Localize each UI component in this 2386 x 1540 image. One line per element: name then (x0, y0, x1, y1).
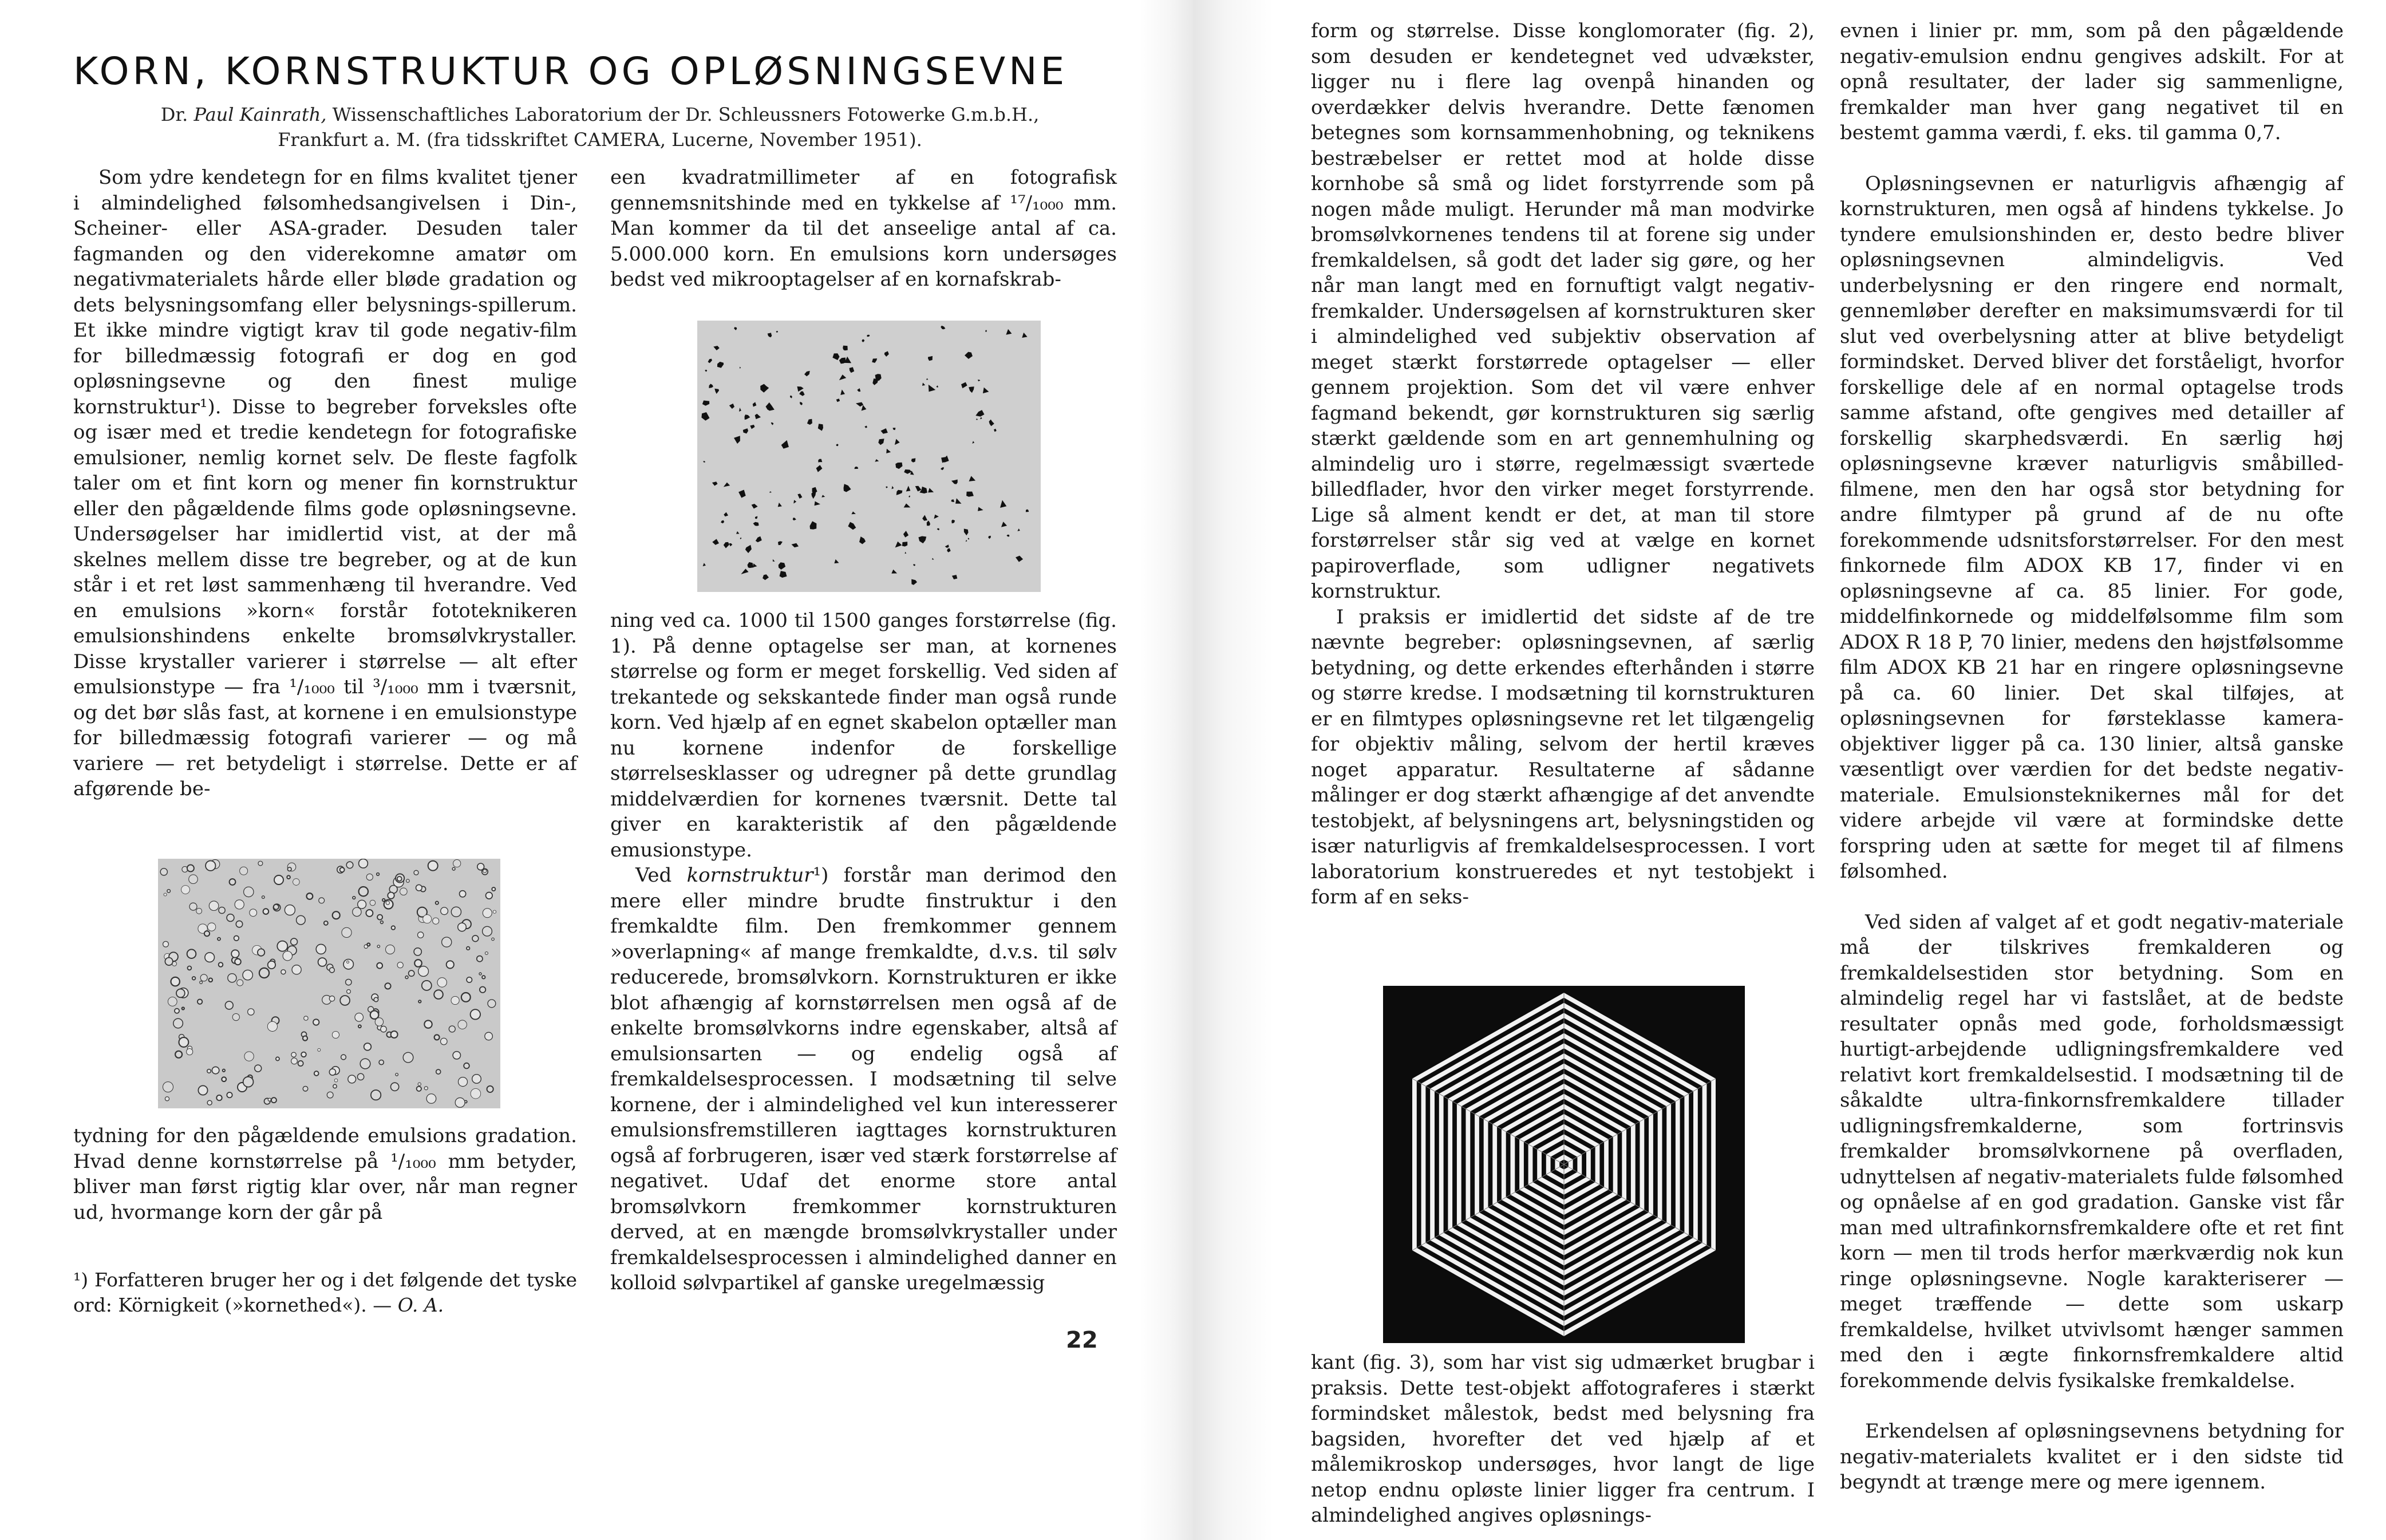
byline-source: Frankfurt a. M. (fra tidsskriftet CAMERA, Lucerne, November 1951). (278, 129, 922, 151)
page-number: 22 (1066, 1327, 1098, 1353)
paragraph: evnen i linier pr. mm, som på den pågældende negativ-emulsion endnu gengives adskilt. For at opnå resultater, der lader sig sammenligne, fremkalder man hver gang negativet til en bestemt gamma værdi, f. eks. til gamma 0,7. (1840, 19, 2344, 144)
column-3-top (1311, 18, 1815, 910)
paragraph: Ved siden af valget af et godt negativ-materiale må der tilskrives fremkalderen og fremkaldelsestiden stor betydning. Som en almindelig regel har vi fastslået, at de bedste resultater opnås med gode, forholdsmæssigt hurtigt-arbejdende udligningsfremkaldere ved relativt kort fremkaldelsestid. I modsætning til de såkaldte ultra-finkornsfremkaldere tillader udligningsfremkalderne, som fortrinsvis fremkalder bromsølvkornene på overfladen, udnyttelsen af negativ-materialets fulde følsomhed og opnåelse af en god gradation. Ganske vist får man med ultrafinkornsfremkaldere ofte et ret fint korn — men til trods herfor mærkværdig nok kun ringe opløsningsevne. Nogle karakteriserer — meget træffende — dette som uskarp fremkaldelse, hvilket utvivlsomt hænger sammen med den i ægte finkornsfremkaldere altid forekommende delvis fysikalske fremkaldelse. (1840, 910, 2344, 1392)
article-title: KORN, KORNSTRUKTUR OG OPLØSNINGSEVNE (73, 49, 1068, 93)
text-run: ¹) forstår man derimod den mere eller mindre brudte finstruktur i den fremkaldte film. Den fremkommer gennem »overlapning« af mange fremkaldte, d.v.s. til sølv reducerede, bromsølvkorn. Kornstrukturen er ikke blot afhængig af kornstørrelsen men også af de enkelte bromsølvkorns indre egenskaber, altså af emulsionsarten — og endelig også af fremkaldelsesprocessen. I modsætning til selve kornene, der i almindelighed vel kun interesserer emulsionsfremstilleren iagttages kornstrukturen også af forbrugeren, især ved stærk forstørrelse af negativet. Udaf det enorme store antal bromsølvkorn fremkommer kornstrukturen derved, at en mængde bromsølvkrystaller under fremkaldelsesprocessen i almindelighed danner en kolloid sølvpartikel af ganske uregelmæssig (610, 864, 1117, 1294)
text-run: Ved (635, 864, 672, 887)
hexagon-test-pattern (1383, 986, 1745, 1343)
paragraph: tydning for den pågældende emulsions gradation. Hvad denne kornstørrelse på ¹/₁₀₀₀ mm betyder, bliver man først rigtig klar over, når man regner ud, hvormange korn der går på (73, 1124, 577, 1224)
footnote-signature: O. A. (397, 1294, 444, 1316)
paragraph: I praksis er imidlertid det sidste af de tre nævnte begreber: opløsningsevnen, af særlig betydning, og dette erkendes efterhånden i større og større kredse. I modsætning til kornstrukturen er en filmtypes opløsningsevne ret let tilgængelig for objektiv måling, selvom der hertil kræves noget apparatur. Resultaterne af sådanne målinger er dog stærkt afhængige af det anvendte testobjekt, af belysningens art, belysningstiden og især naturligvis af fremkaldelsesprocessen. I vort laboratorium konstrueredes et nyt testobjekt i form af en seks- (1311, 605, 1815, 909)
paragraph: Som ydre kendetegn for en films kvalitet tjener i almindelighed følsomhedsangivelsen i Din-, Scheiner- eller ASA-grader. Desuden taler fagmanden og den viderekomne amatør om negativmaterialets hårde eller bløde gradation og dets belysningsomfang eller belysnings-spillerum. Et ikke mindre vigtigt krav til gode negativ-film for billedmæssig fotografi er dog en god opløsningsevne og den finest mulige kornstruktur¹). Disse to begreber forveksles ofte og især med et tredie kendetegn for fotografiske emulsioner, nemlig kornet selv. De fleste fagfolk taler om et fint korn og mener fin kornstruktur eller den pågældende films gode opløsningsevne. Undersøgelser har imidlertid vist, at der må skelnes mellem disse tre begreber, og at de kun står i et ret løst sammenhæng til hverandre. Ved en emulsions »korn« forstår fototeknikeren emulsionshindens enkelte bromsølvkrystaller. Disse krystaller varierer i størrelse — alt efter emulsionstype — fra ¹/₁₀₀₀ til ³/₁₀₀₀ mm i tværsnit, og det bør slås fast, at kornene i en emulsionstype for billedmæssig fotografi varierer — og må variere — ret betydeligt i størrelse. Dette er af afgørende be- (73, 166, 577, 800)
column-3-bottom (1311, 1350, 1815, 1529)
figure-3-hexagon-test-object (1383, 986, 1745, 1343)
paragraph: form og størrelse. Disse konglomorater (fig. 2), som desuden er kendetegnet ved udvækster, ligger nu i flere lag ovenpå hinanden og overdækker delvis hverandre. Dette fænomen betegnes som kornsammenhobning, og teknikens bestræbelser er rettet mod at holde disse kornhobe så små og lidet forstyrrende som på nogen måde muligt. Herunder må man modvirke bromsølvkornenes tendens til at forene sig under fremkaldelsen, så godt det lader sig gøre, og her når man langt med en fornuftigt valgt negativ-fremkalder. Undersøgelsen af kornstrukturen sker i almindelighed ved subjektiv observation af meget stærkt forstørrede optagelser — eller gennem projektion. Som det vil være enhver fagmand bekendt, gør kornstrukturen sig særlig stærkt gældende som en art gennemhulning og almindelig uro i større, regelmæssigt sværtede billedflader, hvor den virker meget forstyrrende. Lige så alment kendt er det, at man til store forstørrelser står sig ved at vælge en kornet papiroverflade, som udligner negativets kornstruktur. (1311, 19, 1815, 603)
paragraph: ning ved ca. 1000 til 1500 ganges forstørrelse (fig. 1). På denne optagelse ser man, at kornenes størrelse og form er meget forskellig. Ved siden af trekantede og sekskantede finder man også runde korn. Ved hjælp af en egnet skabelon optæller man nu kornene indenfor de forskellige størrelsesklasser og udregner på dette grundlag middelværdien for kornenes tværsnit. Dette tal giver en karakteristik af den pågældende emusionstype. (610, 609, 1117, 862)
emphasis: kornstruktur (686, 864, 813, 887)
footnote-text: ¹) Forfatteren bruger her og i det følgende det tyske ord: Körnigkeit (»kornethed«). — (73, 1269, 577, 1316)
paragraph: Opløsningsevnen er naturligvis afhængig af kornstrukturen, men også af hindens tykkelse. Jo tyndere emulsionshinden er, desto bedre bliver opløsningsevnen almindeligvis. Ved underbelysning er den ringere end normalt, gennemløber derefter en maksimumsværdi for til slut ved overbelysning atter at blive betydeligt formindsket. Derved bliver det forståeligt, hvorfor forskellige dele af en normal optagelse trods samme afstand, ofte gengives med detailler af forskellig skarphedsværdi. En særlig høj opløsningsevne kræver naturligvis småbilled-filmene, men den har også stor betydning for andre filmtyper på grund af de nu ofte forekommende udsnitsforstørrelser. For den mest finkornede film ADOX KB 17, finder vi en opløsningsevne af ca. 85 linier. For gode, middelfinkornede og middelfølsomme film som ADOX R 18 P, 70 linier, medens den højstfølsomme film ADOX KB 21 har en ringere opløsningsevne på ca. 60 linier. Det skal tilføjes, at opløsningsevnen for førsteklasse kamera-objektiver ligger på ca. 130 linier, altså ganske væsentligt over værdien for det bedste negativ-materiale. Emulsionsteknikernes mål for det videre arbejde vil være at formindske dette forspring uden at sætte for meget til af filmens følsomhed. (1840, 172, 2344, 883)
byline-prefix: Dr. (160, 104, 188, 125)
byline-affiliation: Wissenschaftliches Laboratorium der Dr. Schleussners Fotowerke G.m.b.H., (332, 104, 1040, 125)
byline-author: Paul Kainrath, (193, 104, 327, 125)
paragraph: Erkendelsen af opløsningsevnens betydning for negativ-materialets kvalitet er i den sidste tid begyndt at trænge mere og mere igennem. (1840, 1420, 2344, 1494)
paragraph: een kvadratmillimeter af en fotografisk gennemsnitshinde med en tykkelse af ¹⁷/₁₀₀₀ mm. Man kommer da til det anseelige antal af ca. 5.000.000 korn. En emulsions korn undersøges bedst ved mikrooptagelser af en kornafskrab- (610, 166, 1117, 291)
gutter-shadow (1193, 0, 1273, 1540)
column-4 (1840, 18, 2344, 1495)
paragraph: kant (fig. 3), som har vist sig udmærket brugbar i praksis. Dette test-objekt affotograferes i stærkt formindsket målestok, bedst med belysning fra bagsiden, hvorefter det ved hjælp af et målemikroskop undersøges, hvor langt de lige netop endnu opløste linier ligger fra centrum. I almindelighed angives opløsnings- (1311, 1351, 1815, 1527)
